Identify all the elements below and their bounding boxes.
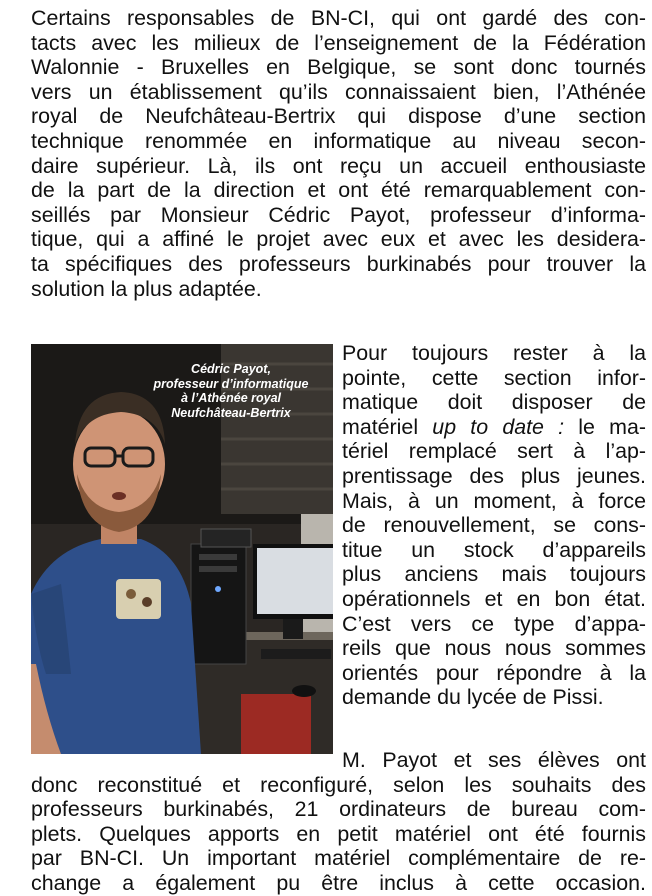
text-line: donc reconstitué et reconfiguré, selon les souhaits des xyxy=(31,772,646,797)
text-line: plus anciens mais toujours xyxy=(342,562,646,587)
document-page xyxy=(31,6,646,895)
teacher-photo xyxy=(31,344,333,754)
text-line: Mais, à un moment, à force xyxy=(342,488,646,513)
text-line: professeurs burkinabés, 21 ordinateurs de bureau com- xyxy=(31,797,646,822)
text-line: Pour toujours rester à la xyxy=(342,341,646,365)
caption-line: à l’Athénée royal xyxy=(180,391,282,405)
caption-line: professeur d’informatique xyxy=(153,376,309,391)
closing-paragraph xyxy=(31,748,646,895)
text-line: daire supérieur. Là, ils ont reçu un accueil enthousiaste xyxy=(31,153,646,178)
text-line: pointe, cette section infor- xyxy=(342,365,646,390)
intro-paragraph xyxy=(31,6,646,301)
text-line: solution la plus adaptée. xyxy=(31,276,262,301)
text-line-cut-off: change a également pu être inclus à cette occasion. xyxy=(31,870,646,895)
text-line: matique doit disposer de xyxy=(342,390,646,415)
text-line: demande du lycée de Pissi. xyxy=(342,685,604,710)
text-line: titue un stock d’appareils xyxy=(342,537,646,562)
text-line: M. Payot et ses élèves ont xyxy=(342,748,646,772)
text-fragment: le ma- xyxy=(578,414,646,439)
text-line: Walonnie - Bruxelles en Belgique, se sont donc tournés xyxy=(31,55,646,80)
text-line xyxy=(342,415,646,440)
text-line: prentissage des plus jeunes. xyxy=(342,463,646,488)
photo-caption xyxy=(131,362,331,420)
text-line: orientés pour répondre à la xyxy=(342,660,646,685)
text-line: C’est vers ce type d’appa- xyxy=(342,611,646,636)
text-fragment: matériel xyxy=(342,414,419,439)
text-line: royal de Neufchâteau-Bertrix qui dispose d’une section xyxy=(31,104,646,129)
text-line: tique, qui a affiné le projet avec eux et avec les desidera- xyxy=(31,227,646,252)
side-paragraph xyxy=(342,341,646,710)
text-line: opérationnels et en bon état. xyxy=(342,586,646,611)
text-line: technique renommée en informatique au niveau secon- xyxy=(31,128,646,153)
caption-line: Cédric Payot, xyxy=(191,362,271,376)
text-line: par BN-CI. Un important matériel complémentaire de re- xyxy=(31,846,646,871)
text-line: reils que nous nous sommes xyxy=(342,636,646,661)
caption-line: Neufchâteau-Bertrix xyxy=(171,405,291,420)
text-line: tériel remplacé sert à l’ap- xyxy=(342,439,646,464)
text-line: ta spécifiques des professeurs burkinabés pour trouver la xyxy=(31,251,646,276)
emphasis-text: up to date : xyxy=(432,414,565,439)
text-line: Certains responsables de BN-CI, qui ont gardé des con- xyxy=(31,6,646,30)
text-line: vers un établissement qu’ils connaissaient bien, l’Athénée xyxy=(31,79,646,104)
text-line: tacts avec les milieux de l’enseignement de la Fédération xyxy=(31,30,646,55)
text-line: plets. Quelques apports en petit matériel ont été fournis xyxy=(31,821,646,846)
text-line: de la part de la direction et ont été remarquablement con- xyxy=(31,178,646,203)
text-line: seillés par Monsieur Cédric Payot, professeur d’informa- xyxy=(31,202,646,227)
text-line: de renouvellement, se cons- xyxy=(342,513,646,538)
